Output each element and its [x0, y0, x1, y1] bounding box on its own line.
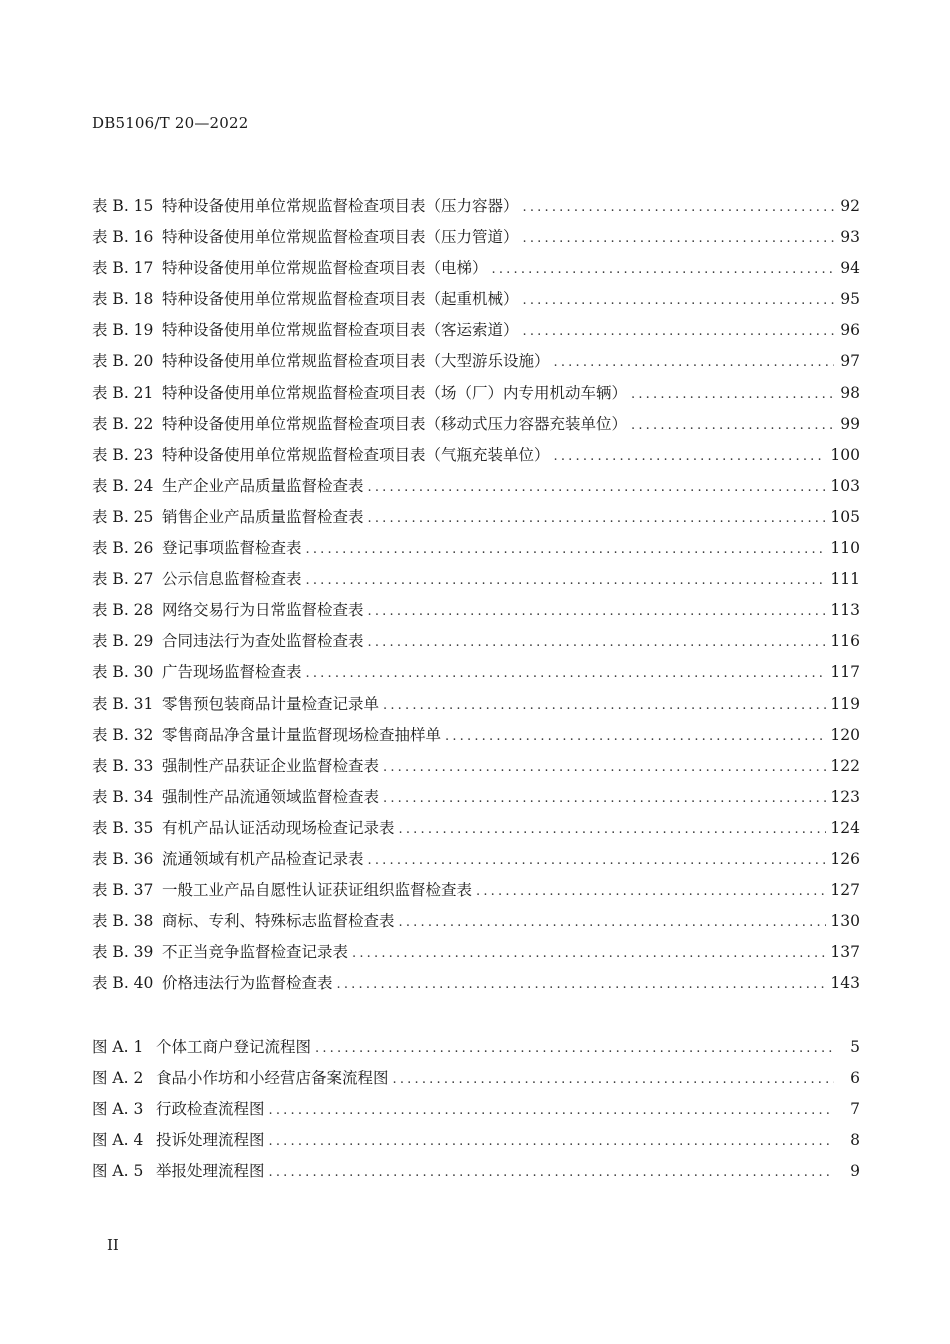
toc-entry-title: 商标、专利、特殊标志监督检查表: [162, 912, 395, 931]
dot-leader: [476, 884, 826, 899]
toc-entry-label: 表 B. 17: [92, 259, 154, 278]
toc-entry-b26[interactable]: [92, 536, 860, 567]
dot-leader: [445, 729, 826, 744]
toc-entry-title: 流通领域有机产品检查记录表: [162, 849, 364, 868]
toc-entry-label: 表 B. 19: [92, 321, 154, 340]
toc-entry-label: 表 B. 27: [92, 570, 154, 589]
dot-leader: [269, 1103, 834, 1118]
toc-entry-label: 表 B. 31: [92, 694, 154, 713]
toc-entry-b33[interactable]: [92, 754, 860, 785]
dot-leader: [269, 1134, 834, 1149]
toc-entry-page: 105: [830, 507, 860, 526]
toc-entry-page: 93: [840, 228, 860, 247]
toc-entry-a3[interactable]: [92, 1097, 860, 1128]
dot-leader: [631, 418, 834, 433]
toc-entry-title: 特种设备使用单位常规监督检查项目表（大型游乐设施）: [162, 352, 550, 371]
toc-entry-label: 表 B. 24: [92, 476, 154, 495]
toc-entry-a2[interactable]: [92, 1066, 860, 1097]
footer-page-number: II: [107, 1236, 119, 1254]
toc-entry-title: 特种设备使用单位常规监督检查项目表（客运索道）: [162, 321, 519, 340]
table-of-tables: [92, 194, 860, 1002]
dot-leader: [337, 977, 827, 992]
dot-leader: [383, 760, 826, 775]
toc-entry-page: 9: [850, 1162, 860, 1180]
dot-leader: [393, 1072, 834, 1087]
toc-entry-b18[interactable]: [92, 287, 860, 318]
toc-entry-b39[interactable]: [92, 940, 860, 971]
dot-leader: [368, 480, 827, 495]
toc-entry-page: 116: [830, 632, 860, 651]
dot-leader: [399, 915, 827, 930]
toc-entry-page: 96: [840, 321, 860, 340]
toc-entry-a4[interactable]: [92, 1128, 860, 1159]
toc-entry-title: 登记事项监督检查表: [162, 539, 302, 558]
toc-entry-page: 92: [840, 197, 860, 215]
toc-entry-title: 特种设备使用单位常规监督检查项目表（压力容器）: [162, 197, 519, 215]
toc-entry-title: 销售企业产品质量监督检查表: [162, 507, 364, 526]
toc-entry-page: 99: [840, 414, 860, 433]
toc-entry-label: 图 A. 2: [92, 1069, 144, 1087]
dot-leader: [383, 791, 826, 806]
dot-leader: [523, 324, 834, 339]
dot-leader: [399, 822, 827, 837]
toc-entry-b36[interactable]: [92, 847, 860, 878]
toc-entry-label: 图 A. 5: [92, 1162, 144, 1180]
toc-entry-page: 130: [830, 912, 860, 931]
toc-entry-page: 98: [840, 383, 860, 402]
toc-entry-title: 特种设备使用单位常规监督检查项目表（气瓶充装单位）: [162, 445, 550, 464]
toc-entry-b35[interactable]: [92, 816, 860, 847]
toc-entry-title: 行政检查流程图: [156, 1100, 265, 1118]
toc-entry-b20[interactable]: [92, 349, 860, 380]
toc-entry-page: 113: [830, 601, 860, 620]
toc-entry-page: 110: [830, 539, 860, 558]
toc-entry-label: 表 B. 40: [92, 974, 154, 993]
toc-entry-b37[interactable]: [92, 878, 860, 909]
toc-entry-b30[interactable]: [92, 660, 860, 691]
toc-entry-b28[interactable]: [92, 598, 860, 629]
toc-entry-title: 不正当竞争监督检查记录表: [162, 943, 349, 962]
toc-entry-page: 123: [830, 787, 860, 806]
toc-entry-b15[interactable]: [92, 194, 860, 225]
toc-entry-label: 表 B. 21: [92, 383, 154, 402]
toc-entry-title: 特种设备使用单位常规监督检查项目表（起重机械）: [162, 290, 519, 309]
toc-entry-page: 120: [830, 725, 860, 744]
toc-entry-page: 97: [840, 352, 860, 371]
toc-entry-label: 表 B. 26: [92, 539, 154, 558]
toc-entry-b34[interactable]: [92, 785, 860, 816]
toc-entry-page: 6: [850, 1069, 860, 1087]
dot-leader: [352, 946, 826, 961]
toc-entry-title: 公示信息监督检查表: [162, 570, 302, 589]
toc-entry-title: 生产企业产品质量监督检查表: [162, 476, 364, 495]
table-of-figures: [92, 1035, 860, 1190]
toc-entry-page: 7: [850, 1100, 860, 1118]
toc-entry-title: 一般工业产品自愿性认证获证组织监督检查表: [162, 881, 473, 900]
dot-leader: [306, 542, 827, 557]
dot-leader: [368, 635, 827, 650]
dot-leader: [523, 231, 834, 246]
toc-entry-page: 124: [830, 818, 860, 837]
toc-entry-label: 表 B. 29: [92, 632, 154, 651]
toc-entry-page: 8: [850, 1131, 860, 1149]
toc-entry-label: 表 B. 33: [92, 756, 154, 775]
toc-entry-b16[interactable]: [92, 225, 860, 256]
toc-entry-title: 合同违法行为查处监督检查表: [162, 632, 364, 651]
dot-leader: [554, 449, 827, 464]
toc-entry-label: 表 B. 25: [92, 507, 154, 526]
toc-entry-title: 个体工商户登记流程图: [156, 1038, 312, 1056]
toc-entry-page: 126: [830, 849, 860, 868]
toc-entry-label: 表 B. 23: [92, 445, 154, 464]
toc-entry-page: 137: [830, 943, 860, 962]
toc-entry-page: 5: [850, 1038, 860, 1056]
toc-entry-b23[interactable]: [92, 443, 860, 474]
toc-entry-label: 表 B. 22: [92, 414, 154, 433]
toc-entry-title: 零售商品净含量计量监督现场检查抽样单: [162, 725, 442, 744]
toc-entry-page: 94: [840, 259, 860, 278]
dot-leader: [368, 604, 827, 619]
toc-entry-title: 特种设备使用单位常规监督检查项目表（移动式压力容器充装单位）: [162, 414, 628, 433]
toc-entry-label: 图 A. 4: [92, 1131, 144, 1149]
dot-leader: [306, 666, 827, 681]
toc-entry-title: 价格违法行为监督检查表: [162, 974, 333, 993]
toc-entry-page: 143: [830, 974, 860, 993]
toc-entry-b21[interactable]: [92, 381, 860, 412]
dot-leader: [368, 511, 827, 526]
toc-entry-label: 表 B. 15: [92, 197, 154, 215]
toc-entry-title: 强制性产品获证企业监督检查表: [162, 756, 380, 775]
toc-entry-b27[interactable]: [92, 567, 860, 598]
dot-leader: [315, 1041, 834, 1056]
toc-entry-b25[interactable]: [92, 505, 860, 536]
toc-entry-b31[interactable]: [92, 692, 860, 723]
toc-entry-title: 网络交易行为日常监督检查表: [162, 601, 364, 620]
toc-entry-label: 表 B. 20: [92, 352, 154, 371]
dot-leader: [631, 387, 834, 402]
toc-entry-title: 广告现场监督检查表: [162, 663, 302, 682]
toc-entry-b22[interactable]: [92, 412, 860, 443]
toc-entry-title: 强制性产品流通领域监督检查表: [162, 787, 380, 806]
toc-entry-label: 表 B. 28: [92, 601, 154, 620]
toc-entry-label: 表 B. 16: [92, 228, 154, 247]
toc-entry-title: 有机产品认证活动现场检查记录表: [162, 818, 395, 837]
toc-entry-b40[interactable]: [92, 971, 860, 1002]
toc-entry-page: 103: [830, 476, 860, 495]
dot-leader: [523, 293, 834, 308]
toc-entry-title: 零售预包装商品计量检查记录单: [162, 694, 380, 713]
toc-entry-a5[interactable]: [92, 1159, 860, 1190]
toc-entry-page: 95: [840, 290, 860, 309]
toc-entry-label: 表 B. 18: [92, 290, 154, 309]
toc-entry-page: 117: [830, 663, 860, 682]
toc-entry-label: 表 B. 38: [92, 912, 154, 931]
toc-entry-title: 特种设备使用单位常规监督检查项目表（压力管道）: [162, 228, 519, 247]
toc-entry-b32[interactable]: [92, 723, 860, 754]
toc-entry-label: 表 B. 36: [92, 849, 154, 868]
toc-entry-page: 127: [830, 881, 860, 900]
toc-entry-b29[interactable]: [92, 629, 860, 660]
toc-entry-label: 表 B. 35: [92, 818, 154, 837]
toc-entry-title: 食品小作坊和小经营店备案流程图: [156, 1069, 389, 1087]
toc-entry-b24[interactable]: [92, 474, 860, 505]
toc-entry-a1[interactable]: [92, 1035, 860, 1066]
toc-entry-label: 表 B. 32: [92, 725, 154, 744]
toc-entry-b38[interactable]: [92, 909, 860, 940]
toc-entry-title: 特种设备使用单位常规监督检查项目表（电梯）: [162, 259, 488, 278]
dot-leader: [306, 573, 827, 588]
dot-leader: [368, 853, 827, 868]
toc-entry-page: 122: [830, 756, 860, 775]
toc-entry-label: 表 B. 39: [92, 943, 154, 962]
toc-entry-label: 图 A. 1: [92, 1038, 144, 1056]
toc-entry-title: 投诉处理流程图: [156, 1131, 265, 1149]
dot-leader: [523, 200, 834, 215]
toc-entry-label: 图 A. 3: [92, 1100, 144, 1118]
toc-entry-page: 119: [830, 694, 860, 713]
dot-leader: [492, 262, 834, 277]
toc-entry-b19[interactable]: [92, 318, 860, 349]
dot-leader: [383, 698, 826, 713]
toc-entry-b17[interactable]: [92, 256, 860, 287]
toc-entry-title: 特种设备使用单位常规监督检查项目表（场（厂）内专用机动车辆）: [162, 383, 628, 402]
dot-leader: [269, 1165, 834, 1180]
toc-entry-page: 111: [830, 570, 860, 589]
document-header: DB5106/T 20—2022: [92, 114, 249, 132]
toc-entry-label: 表 B. 30: [92, 663, 154, 682]
dot-leader: [554, 355, 834, 370]
toc-entry-title: 举报处理流程图: [156, 1162, 265, 1180]
toc-entry-label: 表 B. 34: [92, 787, 154, 806]
toc-entry-label: 表 B. 37: [92, 881, 154, 900]
toc-entry-page: 100: [830, 445, 860, 464]
